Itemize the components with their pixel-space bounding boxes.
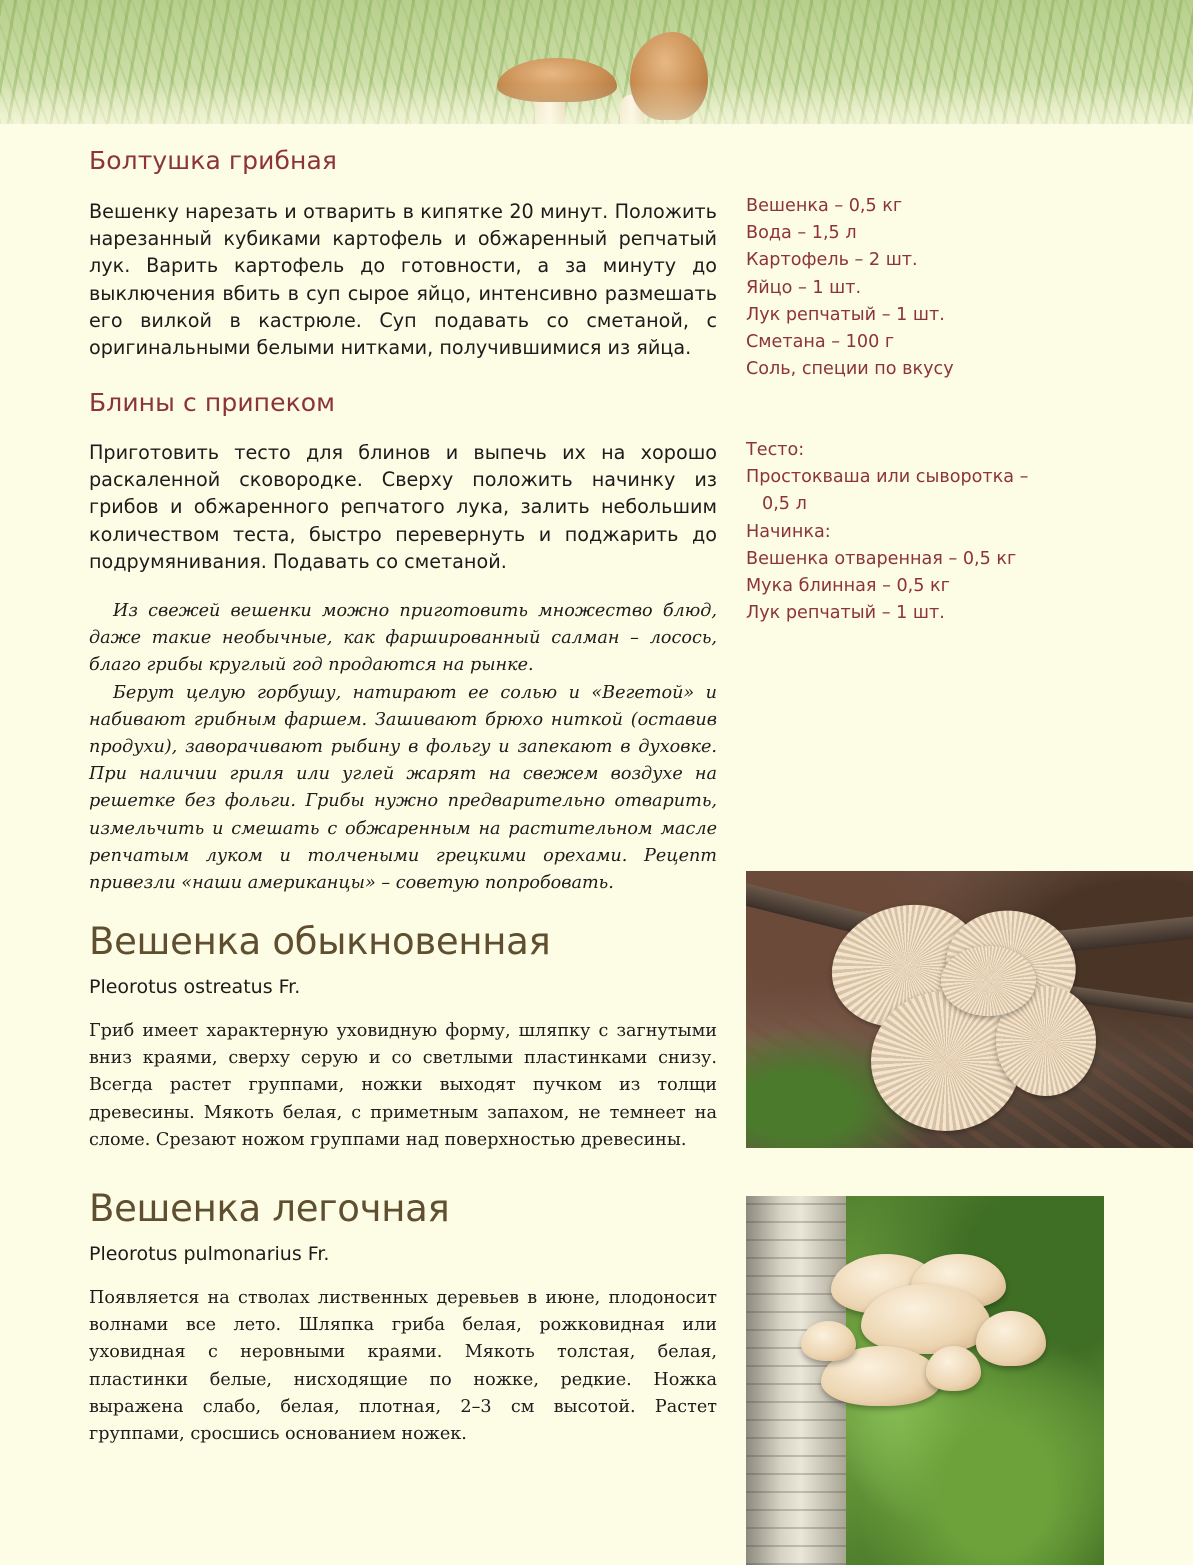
ingredient-item: Соль, специи по вкусу [746,359,954,380]
header-grass-photo [0,0,1193,124]
italic-note [89,598,717,897]
ingredient-item: Вешенка – 0,5 кг [746,196,903,216]
ingredient-item: Тесто: [746,440,805,460]
ingredients-bliny [746,437,1046,627]
recipe-text-boltushka: Вешенку нарезать и отварить в кипятке 20 минут. Положить нарезанный кубиками картофель и обжаренный репчатый лук. Варить картофель до готовности, а за минуту до выключения вбить в суп сырое яйцо, интенсивно размешать его вилкой в кастрюле. Суп подавать со сметаной, с оригинальными белыми нитками, получившимися из яйца. [89,200,717,360]
note-paragraph: Из свежей вешенки можно приготовить множество блюд, даже такие необычные, как фаршированный салман – лосось, благо грибы круглый год продаются на рынке. [89,601,717,676]
ingredient-item: Лук репчатый – 1 шт. [746,304,945,325]
species-latin-name: Pleorotus ostreatus Fr. [89,976,301,998]
species-description: Появляется на стволах лиственных деревьев в июне, плодоносит волнами все лето. Шляпка гриба белая, рожковидная или уховидная с неровными краями. Мякоть толстая, белая, пластинки белые, нисходящие по ножке, редкие. Ножка выражена слабо, белая, плотная, 2–3 см высотой. Растет группами, сросшись основанием ножек. [89,1288,717,1445]
species-title-obyknovennaya: Вешенка обыкновенная [89,920,551,963]
species-title-legochnaya: Вешенка легочная [89,1187,450,1230]
ingredient-item: 0,5 л [762,494,807,515]
ingredients-boltushka [746,193,1046,383]
recipe-title-boltushka: Болтушка грибная [89,146,337,175]
ingredient-item: Лук репчатый – 1 шт. [746,603,945,624]
ingredient-item: Вешенка отваренная – 0,5 кг [746,548,1017,569]
ingredient-item: Мука блинная – 0,5 кг [746,576,950,597]
ingredient-item: Простокваша или сыворотка – [746,467,1029,488]
ingredient-item: Начинка: [746,521,831,542]
recipe-title-bliny: Блины с припеком [89,388,336,417]
lung-oyster-mushroom-photo [746,1196,1104,1565]
ingredient-item: Яйцо – 1 шт. [746,277,862,298]
ingredient-item: Картофель – 2 шт. [746,250,918,271]
ingredient-item: Сметана – 100 г [746,332,895,353]
recipe-text-bliny: Приготовить тесто для блинов и выпечь их на хорошо раскаленной сковородке. Сверху положить начинку из грибов и обжаренного репчатого лука, залить небольшим количеством теста, быстро перевернуть и поджарить до подрумянивания. Подавать со сметаной. [89,441,717,573]
oyster-mushroom-photo [746,871,1193,1148]
species-description: Гриб имеет характерную уховидную форму, шляпку с загнутыми вниз краями, сверху серую и со светлыми пластинками снизу. Всегда растет группами, ножки выходят пучком из толщи древесины. Мякоть белая, с приметным запахом, не темнеет на сломе. Срезают ножом группами над поверхностью древесины. [89,1021,717,1150]
note-paragraph: Берут целую горбушу, натирают ее солью и «Вегетой» и набивают грибным фаршем. Зашивают брюхо ниткой (оставив продухи), заворачивают рыбину в фольгу и запекают в духовке. При наличии гриля или углей жарят на свежем воздухе на решетке без фольги. Грибы нужно предварительно отварить, измельчить и смешать с обжаренным на растительном масле репчатым луком и толчеными грецкими орехами. Рецепт привезли «наши американцы» – советую попробовать. [89,682,717,894]
species-latin-name: Pleorotus pulmonarius Fr. [89,1243,330,1265]
ingredient-item: Вода – 1,5 л [746,223,857,244]
